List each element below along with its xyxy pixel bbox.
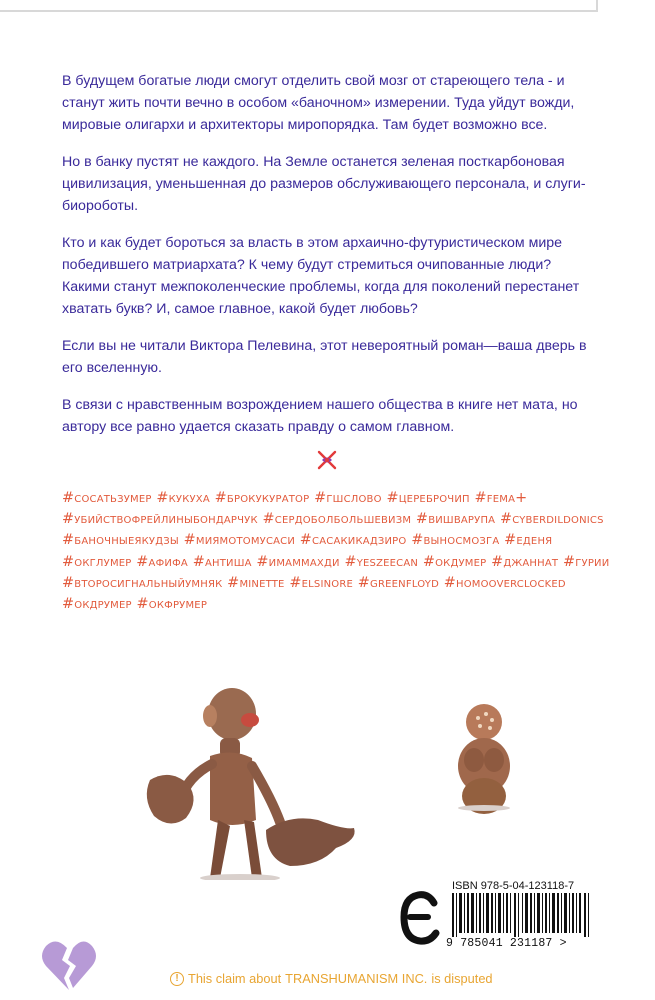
eksmo-logo-icon: [398, 889, 440, 949]
top-rule-corner: [596, 0, 598, 12]
mannequin-figure: [147, 688, 355, 880]
blurb-paragraph-3: Кто и как будет бороться за власть в этом архаично-футуристическом мире победившего матриархата? К чему будут стремиться очипованные люди? Какими станут межпоколенческие проблемы, когда для поколений перестанет хватать букв? И, самое главное, какой будет любовь?: [62, 235, 580, 317]
broken-heart-icon[interactable]: [40, 938, 98, 992]
notice-subject: TRANSHUMANISM INC.: [285, 971, 428, 986]
top-rule: [0, 10, 598, 12]
blurb-paragraph-5: В связи с нравственным возрождением нашего общества в книге нет мата, но автору все равно удается сказать правду о самом главном.: [62, 397, 578, 435]
info-circle-icon: !: [170, 972, 184, 986]
back-cover-blurb: [62, 70, 602, 453]
isbn-barcode: [452, 893, 592, 937]
hashtag-block: #сосатьзумер #кукуха #брокукуратор #гшслово #цереброчип #fema+ #убийствофрейлиныбондарчук #сердоболбольшевизм #вишварупа #cyberdildonics #баночныеякудзы #миямотомусаси #сасакикадзиро #выносмозга #еденя #окглумер #афифа #антиша #имаммахди #yeszeecan #окдумер #джаннат #гурии #второсигнальныйумняк #minette #elsinore #greenfloyd #homooverclocked #окдрумер #окфрумер: [62, 490, 610, 613]
blurb-paragraph-1: В будущем богатые люди смогут отделить свой мозг от стареющего тела - и станут жить почти вечно в особом «баночном» измерении. Туда уйдут вожди, мировые олигархи и архитекторы миропорядка. Там будет возможно все.: [62, 73, 575, 133]
notice-suffix: is disputed: [431, 971, 493, 986]
venus-figurine: [458, 704, 510, 814]
isbn-label: ISBN 978-5-04-123118-7: [452, 880, 575, 892]
isbn-digits: 9 785041 231187 >: [446, 937, 567, 950]
blurb-paragraph-4: Если вы не читали Виктора Пелевина, этот невероятный роман—ваша дверь в его вселенную.: [62, 338, 587, 376]
asterisk-ornament-icon: [316, 449, 338, 471]
cover-illustration: [140, 680, 560, 880]
disputed-notice[interactable]: [170, 971, 493, 986]
notice-prefix: This claim about: [188, 971, 282, 986]
blurb-paragraph-2: Но в банку пустят не каждого. На Земле останется зеленая посткарбоновая цивилизация, уменьшенная до размеров обслуживающего персонала, и слуги-биороботы.: [62, 154, 586, 214]
